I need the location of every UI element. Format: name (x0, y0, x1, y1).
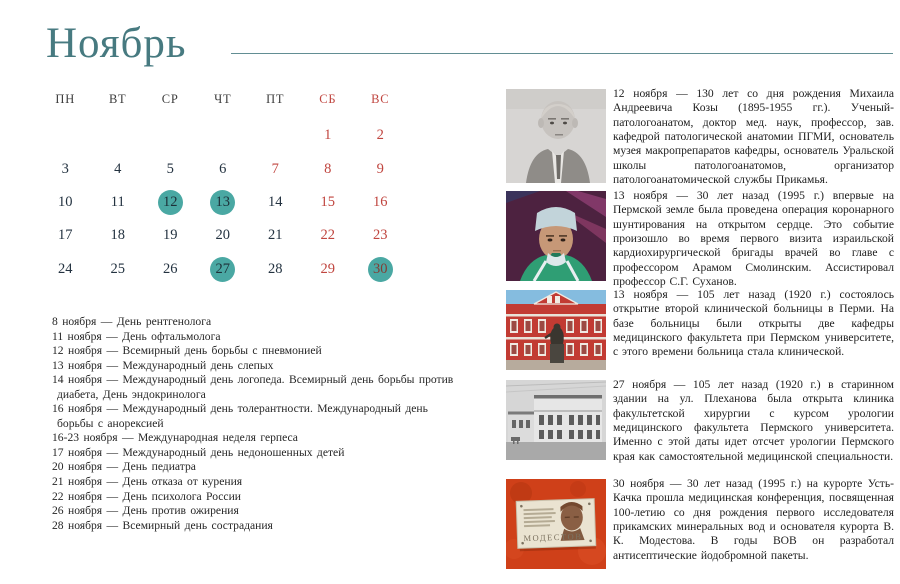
day-number: 9 (376, 160, 384, 177)
day-number: 14 (268, 193, 283, 210)
day-number: 8 (324, 160, 332, 177)
calendar-day-30 (354, 253, 407, 286)
calendar-day-3 (39, 152, 92, 185)
calendar-day-16 (354, 186, 407, 219)
weekday-header: ПН (55, 92, 76, 106)
day-number: 27 (210, 257, 235, 282)
day-number: 12 (158, 190, 183, 215)
photo-modestov-memorial-plaque (506, 479, 606, 569)
day-number: 19 (163, 227, 178, 244)
event-text: 13 ноября — 30 лет назад (1995 г.) впервые на Пермской земле была проведена операция коронарного шунтирования на открытом сердце. Это событие произошло во время первого визита израильской кардиохирургической бригады врачей во главе с профессором Арамом Смолинским. Ассистировал профессор С.Г. Суханов. (613, 189, 894, 289)
calendar-weekday-row (39, 92, 407, 107)
weekday-header: ВТ (109, 92, 127, 106)
day-number: 22 (320, 227, 335, 244)
observance-item: 11 ноября — День офтальмолога (52, 329, 221, 343)
calendar-day-empty (92, 119, 145, 152)
calendar-day-13 (197, 186, 250, 219)
observance-list (52, 315, 464, 533)
day-number: 20 (215, 227, 230, 244)
weekday-header: СР (161, 92, 179, 106)
calendar-day-empty (249, 119, 302, 152)
calendar-day-9 (354, 152, 407, 185)
photo-mikhail-koza-portrait (506, 89, 606, 183)
day-number: 3 (61, 160, 69, 177)
day-number: 10 (58, 193, 73, 210)
calendar-day-22 (302, 219, 355, 252)
calendar-day-26 (144, 253, 197, 286)
event-text: 30 ноября — 30 лет назад (1995 г.) на курорте Усть-Качка прошла медицинская конференция, посвященная 100-летию со дня рождения первого исследователя прикамских минеральных вод и основателя курорта В. К. Модестова. В годы ВОВ он разработал антисептические йодобромной пакеты. (613, 477, 894, 562)
day-number: 24 (58, 260, 73, 277)
photo-red-brick-hospital (506, 290, 606, 370)
photo-old-hospital-building (506, 380, 606, 460)
calendar-day-7 (249, 152, 302, 185)
calendar-day-24 (39, 253, 92, 286)
weekday-header: ПТ (266, 92, 285, 106)
day-number: 7 (271, 160, 279, 177)
calendar-day-23 (354, 219, 407, 252)
observance-item: 17 ноября — Международный день недоношенных детей (52, 445, 345, 459)
day-number: 25 (110, 260, 125, 277)
day-number: 18 (110, 227, 125, 244)
observance-item: 22 ноября — День психолога России (52, 489, 241, 503)
calendar-day-empty (39, 119, 92, 152)
observance-item: 13 ноября — Международный день слепых (52, 358, 274, 372)
day-number: 23 (373, 227, 388, 244)
calendar-day-12 (144, 186, 197, 219)
calendar-day-15 (302, 186, 355, 219)
day-number: 1 (324, 127, 332, 144)
day-number: 5 (166, 160, 174, 177)
day-number: 13 (210, 190, 235, 215)
day-number: 29 (320, 260, 335, 277)
calendar-day-28 (249, 253, 302, 286)
photo-surgeon (506, 191, 606, 281)
day-number: 4 (114, 160, 122, 177)
day-number: 16 (373, 193, 388, 210)
calendar-day-19 (144, 219, 197, 252)
calendar-day-empty (144, 119, 197, 152)
weekday-header: ЧТ (214, 92, 232, 106)
calendar-day-18 (92, 219, 145, 252)
day-number: 30 (368, 257, 393, 282)
event-text: 13 ноября — 105 лет назад (1920 г.) состоялось открытие второй клинической больницы в Перми. На базе больницы были открыты две кафедры медицинского факультета при Пермском университете, с этого времени больница стала клинической. (613, 288, 894, 359)
calendar-grid (39, 119, 407, 286)
observance-item: 26 ноября — День против ожирения (52, 504, 239, 518)
weekday-header: ВС (371, 92, 390, 106)
header-rule (231, 53, 893, 54)
day-number: 28 (268, 260, 283, 277)
day-number: 26 (163, 260, 178, 277)
day-number: 17 (58, 227, 73, 244)
observance-item: 16 ноября — Международный день толерантности. Международный день борьбы с анорексией (52, 402, 428, 430)
calendar-day-27 (197, 253, 250, 286)
observance-item: 14 ноября — Международный день логопеда. Всемирный день борьбы против диабета, День эндокринолога (52, 373, 454, 401)
event-text: 27 ноября — 105 лет назад (1920 г.) в старинном здании на ул. Плеханова была открыта клиника факультетской хирургии с курсом урологии медицинского факультета Пермского университета. Именно с этой даты идет отсчет урологии Пермского края как самостоятельной медицинской специальности. (613, 378, 894, 463)
weekday-header: СБ (319, 92, 337, 106)
plaque-text: МОДЕСТОВ (523, 531, 583, 544)
calendar-day-1 (302, 119, 355, 152)
calendar-day-8 (302, 152, 355, 185)
page-title: Ноябрь (46, 20, 187, 67)
day-number: 2 (376, 127, 384, 144)
observance-item: 28 ноября — Всемирный день сострадания (52, 518, 273, 532)
calendar-day-20 (197, 219, 250, 252)
calendar-day-14 (249, 186, 302, 219)
calendar-day-empty (197, 119, 250, 152)
observance-item: 20 ноября — День педиатра (52, 460, 196, 474)
calendar-day-4 (92, 152, 145, 185)
calendar-day-6 (197, 152, 250, 185)
observance-item: 16-23 ноября — Международная неделя герпеса (52, 431, 298, 445)
observance-item: 12 ноября — Всемирный день борьбы с пневмонией (52, 344, 322, 358)
day-number: 15 (320, 193, 335, 210)
day-number: 21 (268, 227, 283, 244)
calendar-day-2 (354, 119, 407, 152)
calendar-day-29 (302, 253, 355, 286)
day-number: 6 (219, 160, 227, 177)
event-text: 12 ноября — 130 лет со дня рождения Михаила Андреевича Козы (1895-1955 гг.). Ученый-патологоанатом, доктор мед. наук, профессор, зав. кафедрой патологической анатомии ПГМИ, основатель музея макропрепаратов кафедры, основатель Уральской школы патологоанатомов, организатор патологоанатомической службы Прикамья. (613, 87, 894, 187)
calendar-day-17 (39, 219, 92, 252)
calendar-day-25 (92, 253, 145, 286)
day-number: 11 (110, 193, 125, 210)
observance-item: 8 ноября — День рентгенолога (52, 315, 212, 328)
calendar-day-21 (249, 219, 302, 252)
calendar-day-11 (92, 186, 145, 219)
observance-item: 21 ноября — День отказа от курения (52, 475, 243, 489)
calendar-day-10 (39, 186, 92, 219)
calendar-day-5 (144, 152, 197, 185)
